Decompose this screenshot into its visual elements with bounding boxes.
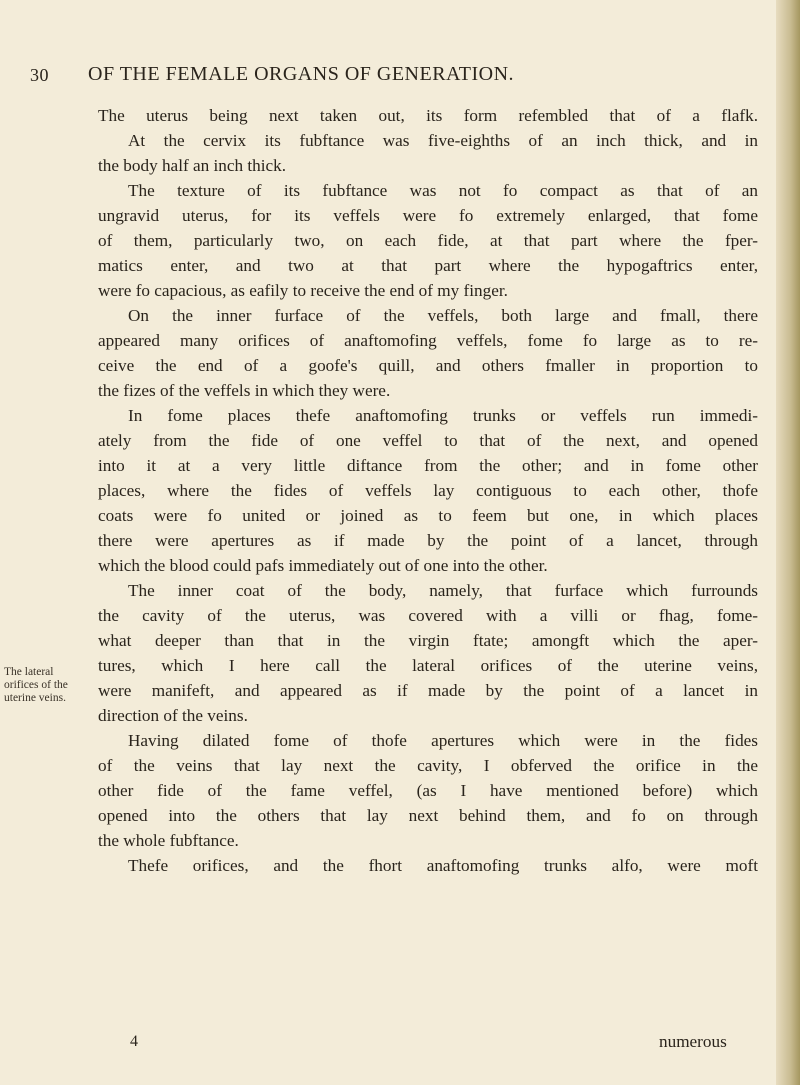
text-line: the fizes of the veffels in which they were. — [98, 381, 391, 400]
text-line: other fide of the fame veffel, (as I have mentioned before) which — [98, 781, 758, 800]
text-line: the cavity of the uterus, was covered with a villi or fhag, fome- — [98, 606, 758, 625]
text-line: The inner coat of the body, namely, that furface which furrounds — [128, 581, 758, 600]
text-line: into it at a very little diftance from the other; and in fome other — [98, 456, 758, 475]
text-line: opened into the others that lay next behind them, and fo on through — [98, 806, 758, 825]
text-line: which the blood could pafs immediately out of one into the other. — [98, 556, 548, 575]
text-line: The texture of its fubftance was not fo compact as that of an — [128, 181, 758, 200]
text-line: there were apertures as if made by the point of a lancet, through — [98, 531, 758, 550]
text-line: were fo capacious, as eafily to receive the end of my finger. — [98, 281, 508, 300]
side-note-line: The lateral — [4, 666, 54, 678]
text-line: the body half an inch thick. — [98, 156, 287, 175]
text-line: matics enter, and two at that part where the hypogaftrics enter, — [98, 256, 758, 275]
text-line: of them, particularly two, on each fide, at that part where the fper- — [98, 231, 758, 250]
page-edge-shadow — [776, 0, 800, 1085]
text-line: Thefe orifices, and the fhort anaftomofing trunks alfo, were moft — [128, 856, 758, 875]
text-line: The uterus being next taken out, its form refembled that of a flafk. — [98, 106, 758, 125]
text-line: At the cervix its fubftance was five-eighths of an inch thick, and in — [128, 131, 758, 150]
text-line: On the inner furface of the veffels, both large and fmall, there — [128, 306, 758, 325]
text-line: ceive the end of a goofe's quill, and others fmaller in proportion to — [98, 356, 758, 375]
text-line: coats were fo united or joined as to feem but one, in which places — [98, 506, 758, 525]
text-line: ungravid uterus, for its veffels were fo extremely enlarged, that fome — [98, 206, 758, 225]
text-line: Having dilated fome of thofe apertures which were in the fides — [128, 731, 758, 750]
side-note — [4, 666, 96, 705]
body-text — [98, 103, 758, 878]
text-line: were manifeft, and appeared as if made by the point of a lancet in — [98, 681, 758, 700]
text-line: In fome places thefe anaftomofing trunks or veffels run immedi- — [128, 406, 758, 425]
text-line: ately from the fide of one veffel to that of the next, and opened — [98, 431, 758, 450]
side-note-line: uterine veins. — [4, 692, 66, 704]
text-line: the whole fubftance. — [98, 831, 239, 850]
signature-mark: 4 — [130, 1033, 138, 1050]
catchword: numerous — [659, 1032, 727, 1051]
text-line: appeared many orifices of anaftomofing veffels, fome fo large as to re- — [98, 331, 758, 350]
text-line: what deeper than that in the virgin ftate; amongft which the aper- — [98, 631, 758, 650]
text-line: direction of the veins. — [98, 706, 248, 725]
text-line: places, where the fides of veffels lay contiguous to each other, thofe — [98, 481, 758, 500]
text-line: of the veins that lay next the cavity, I obferved the orifice in the — [98, 756, 758, 775]
text-line: tures, which I here call the lateral orifices of the uterine veins, — [98, 656, 758, 675]
running-head-title: OF THE FEMALE ORGANS OF GENERATION. — [88, 63, 515, 85]
page-number: 30 — [30, 65, 49, 85]
side-note-line: orifices of the — [4, 679, 68, 691]
